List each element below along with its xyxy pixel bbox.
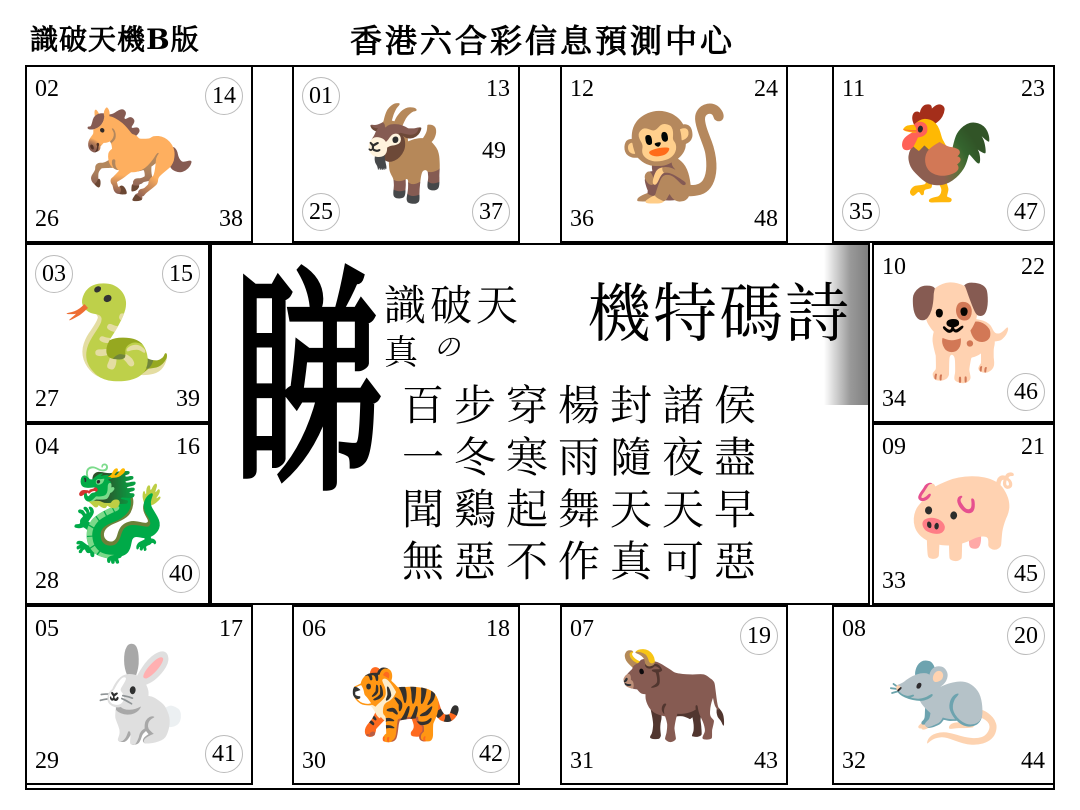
header-left-title: 識破天機B版	[30, 23, 200, 56]
number: 32	[842, 748, 866, 774]
number: 20	[1007, 617, 1045, 655]
number: 30	[302, 748, 326, 774]
poem-line: 百步穿楊封諸侯	[402, 381, 767, 430]
number: 15	[162, 255, 200, 293]
number: 24	[754, 76, 778, 102]
number: 02	[35, 76, 59, 102]
number: 19	[740, 617, 778, 655]
poem-line: 聞鷄起舞天天早	[402, 485, 767, 534]
number: 37	[472, 193, 510, 231]
number: 44	[1021, 748, 1045, 774]
header-center-title: 香港六合彩信息預測中心	[350, 22, 736, 60]
number: 33	[882, 568, 906, 594]
number: 40	[162, 555, 200, 593]
cell-dog	[872, 243, 1055, 423]
cell-dragon	[25, 423, 210, 605]
number: 21	[1021, 434, 1045, 460]
number: 13	[486, 76, 510, 102]
cell-tiger	[292, 605, 520, 785]
cell-horse	[25, 65, 253, 243]
number: 05	[35, 616, 59, 642]
number: 01	[302, 77, 340, 115]
poem-title-small: 識破天	[384, 281, 523, 330]
number: 11	[842, 76, 866, 102]
number: 10	[882, 254, 906, 280]
poem-panel	[210, 243, 870, 605]
number: 47	[1007, 193, 1045, 231]
pig-icon: 🐖	[906, 460, 1021, 567]
number: 48	[754, 206, 778, 232]
number: 38	[219, 206, 243, 232]
cell-rabbit	[25, 605, 253, 785]
number: 41	[205, 735, 243, 773]
number: 25	[302, 193, 340, 231]
ox-icon: 🐂	[616, 641, 732, 748]
number: 31	[570, 748, 594, 774]
number: 26	[35, 206, 59, 232]
goat-icon: 🐐	[348, 100, 464, 207]
number: 34	[882, 386, 906, 412]
cell-rooster	[832, 65, 1055, 243]
number: 03	[35, 255, 73, 293]
number: 17	[219, 616, 243, 642]
zhen-character: 真	[384, 333, 418, 373]
monkey-icon: 🐒	[616, 100, 732, 207]
number: 46	[1007, 373, 1045, 411]
zhen-mark: の	[434, 333, 461, 363]
number: 42	[472, 735, 510, 773]
snake-icon: 🐍	[60, 279, 175, 386]
number: 39	[176, 386, 200, 412]
poem-line: 無惡不作真可惡	[402, 537, 767, 586]
dragon-icon: 🐉	[60, 460, 175, 567]
number: 06	[302, 616, 326, 642]
rabbit-icon: 🐇	[81, 641, 197, 748]
dog-icon: 🐕	[906, 279, 1021, 386]
number: 09	[882, 434, 906, 460]
poem-line: 一冬寒雨隨夜盡	[402, 433, 767, 482]
number: 04	[35, 434, 59, 460]
number: 18	[486, 616, 510, 642]
cell-ox	[560, 605, 788, 785]
number: 28	[35, 568, 59, 594]
number: 08	[842, 616, 866, 642]
number: 36	[570, 206, 594, 232]
number: 43	[754, 748, 778, 774]
cell-monkey	[560, 65, 788, 243]
horse-icon: 🐎	[81, 100, 197, 207]
number: 16	[176, 434, 200, 460]
number: 07	[570, 616, 594, 642]
cell-rat	[832, 605, 1055, 785]
rooster-icon: 🐓	[886, 100, 1001, 207]
poem	[402, 380, 766, 588]
number: 12	[570, 76, 594, 102]
number: 14	[205, 77, 243, 115]
number: 49	[482, 138, 506, 164]
number: 22	[1021, 254, 1045, 280]
number: 35	[842, 193, 880, 231]
rat-icon: 🐀	[886, 641, 1001, 748]
number: 29	[35, 748, 59, 774]
cell-snake	[25, 243, 210, 423]
number: 27	[35, 386, 59, 412]
cell-goat	[292, 65, 520, 243]
tiger-icon: 🐅	[348, 641, 464, 748]
poem-title-large: 機特碼詩	[587, 278, 851, 352]
big-character: 睇	[234, 244, 383, 526]
cell-pig	[872, 423, 1055, 605]
number: 45	[1007, 555, 1045, 593]
number: 23	[1021, 76, 1045, 102]
